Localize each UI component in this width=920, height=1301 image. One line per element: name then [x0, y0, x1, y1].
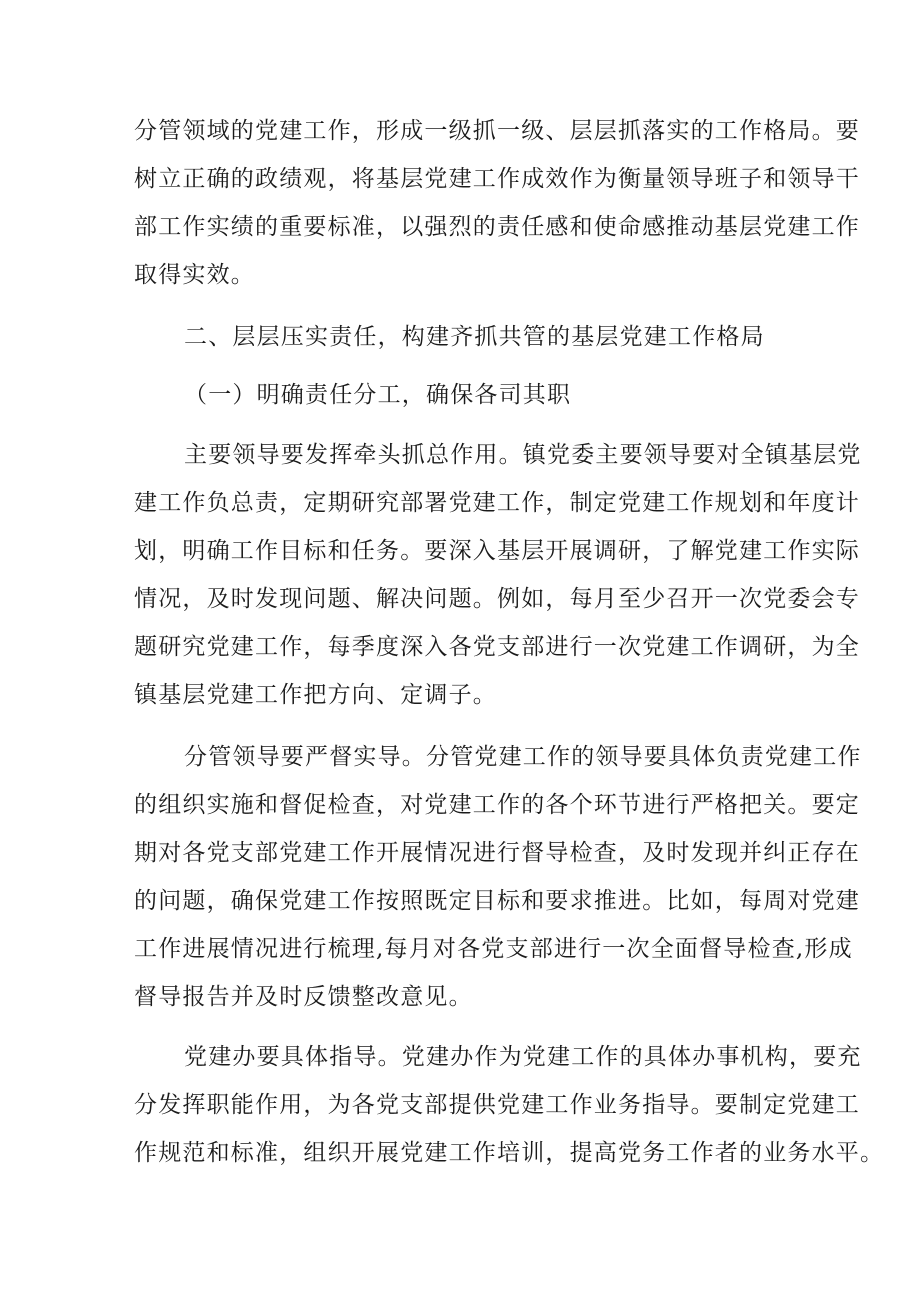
paragraph-line: 题研究党建工作，每季度深入各党支部进行一次党建工作调研，为全: [134, 634, 860, 660]
paragraph-line: 督导报告并及时反馈整改意见。: [134, 984, 473, 1010]
paragraph-line: 取得实效。: [134, 262, 255, 288]
paragraph-line: 划，明确工作目标和任务。要深入基层开展调研，了解党建工作实际: [134, 538, 860, 564]
subsection-heading: （一）明确责任分工，确保各司其职: [184, 382, 572, 408]
paragraph-line: 部工作实绩的重要标准，以强烈的责任感和使命感推动基层党建工作: [134, 214, 860, 240]
paragraph-line: 镇基层党建工作把方向、定调子。: [134, 682, 497, 708]
paragraph-line: 主要领导要发挥牵头抓总作用。镇党委主要领导要对全镇基层党: [184, 442, 862, 468]
paragraph-line: 工作进展情况进行梳理,每月对各党支部进行一次全面督导检查,形成: [134, 936, 853, 962]
paragraph-line: 的问题，确保党建工作按照既定目标和要求推进。比如，每周对党建: [134, 888, 860, 914]
paragraph-line: 情况，及时发现问题、解决问题。例如，每月至少召开一次党委会专: [134, 586, 860, 612]
paragraph-line: 树立正确的政绩观，将基层党建工作成效作为衡量领导班子和领导干: [134, 166, 860, 192]
paragraph-line: 的组织实施和督促检查，对党建工作的各个环节进行严格把关。要定: [134, 792, 860, 818]
paragraph-line: 期对各党支部党建工作开展情况进行督导检查，及时发现并纠正存在: [134, 840, 860, 866]
section-heading: 二、层层压实责任，构建齐抓共管的基层党建工作格局: [184, 324, 765, 350]
paragraph-line: 分管领域的党建工作，形成一级抓一级、层层抓落实的工作格局。要: [134, 118, 860, 144]
paragraph-line: 分管领导要严督实导。分管党建工作的领导要具体负责党建工作: [184, 744, 862, 770]
paragraph-line: 分发挥职能作用，为各党支部提供党建工作业务指导。要制定党建工: [134, 1092, 860, 1118]
paragraph-line: 作规范和标准，组织开展党建工作培训，提高党务工作者的业务水平。: [134, 1140, 885, 1166]
paragraph-line: 党建办要具体指导。党建办作为党建工作的具体办事机构，要充: [184, 1044, 862, 1070]
paragraph-line: 建工作负总责，定期研究部署党建工作，制定党建工作规划和年度计: [134, 490, 860, 516]
